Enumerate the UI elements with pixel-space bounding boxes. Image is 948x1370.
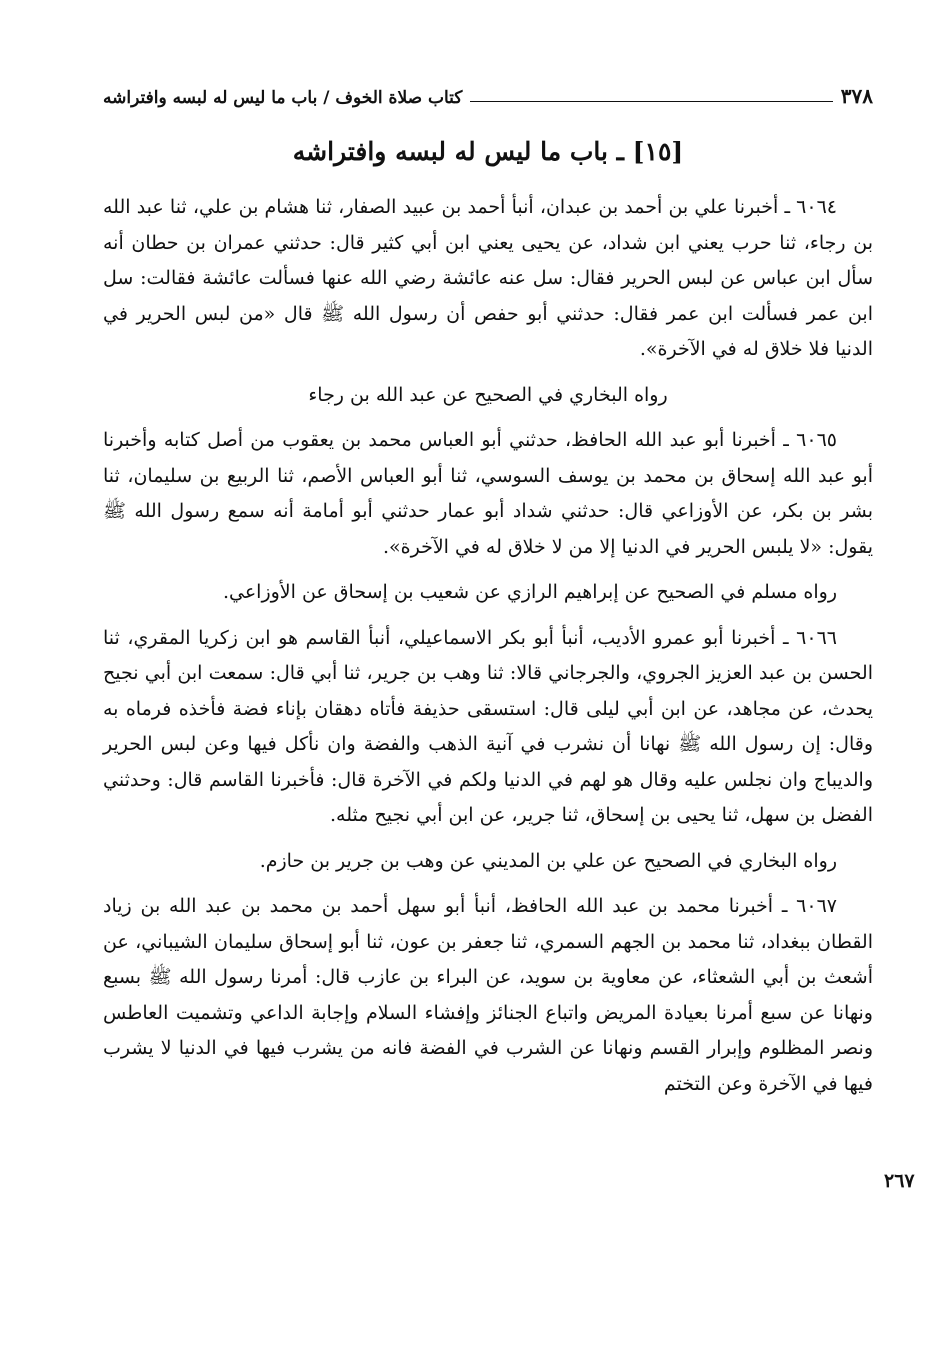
main-text [103, 190, 873, 1102]
narration-note-6066: رواه البخاري في الصحيح عن علي بن المديني عن وهب بن جرير بن حازم. [259, 849, 837, 872]
hadith-6064: ٦٠٦٤ ـ أخبرنا علي بن أحمد بن عبدان، أنبأ أحمد بن عبيد الصفار، ثنا هشام بن علي، ثنا عبد الله بن رجاء، ثنا حرب يعني ابن شداد، عن يحيى يعني ابن أبي كثير قال: حدثني عمران بن حطان أنه سأل ابن عباس عن لبس الحرير فقال: سل عنه عائشة رضي الله عنها فسألت عائشة فقالت: سل ابن عمر فسألت ابن عمر فقال: حدثني أبو حفص أن رسول الله ﷺ قال «من لبس الحرير في الدنيا فلا خلاق له في الآخرة». [103, 196, 873, 360]
page-header [103, 74, 873, 108]
running-title: كتاب صلاة الخوف / باب ما ليس له لبسه وافتراشه [103, 88, 463, 108]
hadith-6066: ٦٠٦٦ ـ أخبرنا أبو عمرو الأديب، أنبأ أبو بكر الاسماعيلي، أنبأ القاسم هو ابن زكريا المقري، ثنا الحسن بن عبد العزيز الجروي، والجرجاني قالا: ثنا وهب بن جرير، ثنا أبي قال: سمعت ابن أبي نجيح يحدث، عن مجاهد، عن ابن أبي ليلى قال: استسقى حذيفة فأتاه دهقان بإناء فضة فأخذه فرماه به وقال: إن رسول الله ﷺ نهانا أن نشرب في آنية الذهب والفضة وان نأكل فيها وعن لبس الحرير والديباج وان نجلس عليه وقال هو لهم في الدنيا ولكم في الآخرة قال: فأخبرنا القاسم قال: وحدثني الفضل بن سهل، ثنا يحيى بن إسحاق، ثنا جرير، عن ابن أبي نجيح مثله. [103, 626, 873, 826]
hadith-6067: ٦٠٦٧ ـ أخبرنا محمد بن عبد الله الحافظ، أنبأ أبو سهل أحمد بن محمد بن عبد الله بن زياد القطان ببغداد، ثنا محمد بن الجهم السمري، ثنا جعفر بن عون، ثنا أبو إسحاق سليمان الشيباني، عن أشعث بن أبي الشعثاء، عن معاوية بن سويد، عن البراء بن عازب قال: أمرنا رسول الله ﷺ بسبع ونهانا عن سبع أمرنا بعيادة المريض واتباع الجنائز وإفشاء السلام وإجابة الداعي وتشميت العاطس ونصر المظلوم وإبرار القسم ونهانا عن الشرب في الفضة فانه من يشرب فيها في الدنيا لا يشرب فيها في الآخرة وعن التختم [103, 895, 873, 1095]
header-rule [470, 101, 832, 102]
narration-note-6064: رواه البخاري في الصحيح عن عبد الله بن رجاء [308, 383, 668, 406]
margin-page-reference: ٢٦٧ [884, 1170, 915, 1192]
narration-note-6065: رواه مسلم في الصحيح عن إبراهيم الرازي عن شعيب بن إسحاق عن الأوزاعي. [222, 581, 837, 603]
page-number: ٣٧٨ [840, 84, 873, 108]
hadith-6065: ٦٠٦٥ ـ أخبرنا أبو عبد الله الحافظ، حدثني أبو العباس محمد بن يعقوب من أصل كتابه وأخبرنا أبو عبد الله إسحاق بن محمد بن يوسف السوسي، ثنا أبو العباس الأصم، ثنا الربيع بن سليمان، ثنا بشر بن بكر، عن الأوزاعي قال: حدثني شداد أبو عمار حدثني أبو أمامة أنه سمع رسول الله ﷺ يقول: «لا يلبس الحرير في الدنيا إلا من لا خلاق له في الآخرة». [103, 429, 873, 558]
chapter-title: [١٥] ـ باب ما ليس له لبسه وافتراشه [292, 137, 684, 166]
